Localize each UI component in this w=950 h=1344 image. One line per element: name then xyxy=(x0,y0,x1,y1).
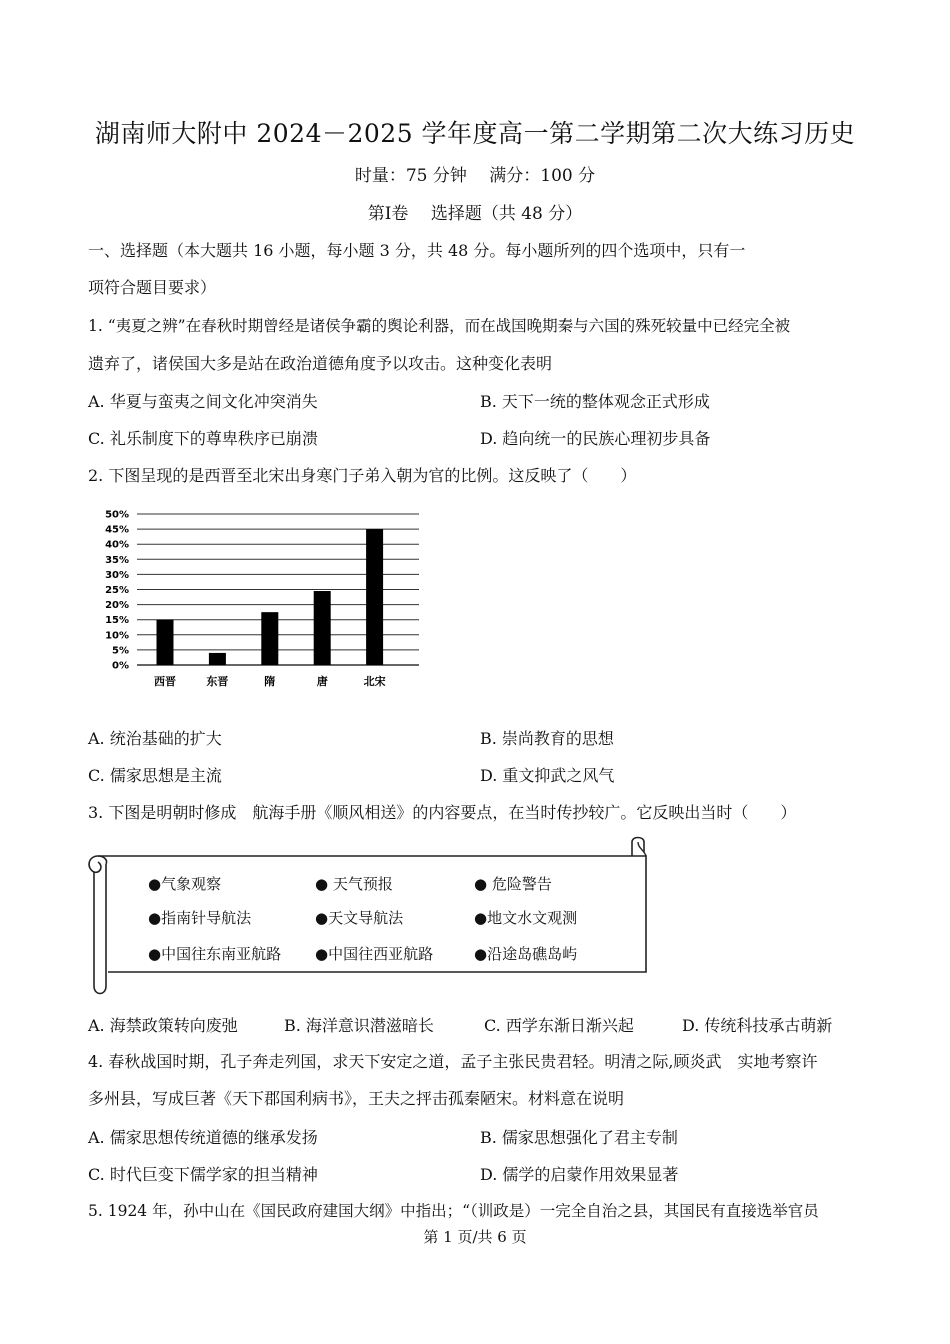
chart-y-tick-label: 45% xyxy=(105,524,129,536)
scroll-item: ●气象观察 xyxy=(148,875,222,893)
scroll-item: ●中国往东南亚航路 xyxy=(148,945,282,963)
chart-y-tick-label: 35% xyxy=(105,554,129,566)
chart-x-label: 西晋 xyxy=(154,675,176,688)
q4-option-c: C. 时代巨变下儒学家的担当精神 xyxy=(88,1165,318,1184)
scroll-item: ●中国往西亚航路 xyxy=(315,945,434,963)
chart-bar xyxy=(366,529,383,665)
chart-x-labels xyxy=(154,674,386,688)
scroll-item: ● 危险警告 xyxy=(474,875,552,893)
chart-x-label: 唐 xyxy=(316,675,328,688)
q5-stem-line-1: 5. 1924 年，孙中山在《国民政府建国大纲》中指出；“（训政是）一完全自治之县，其国民有直接选举官员 xyxy=(88,1202,819,1220)
chart-y-tick-label: 50% xyxy=(105,509,129,521)
q3-option-a: A. 海禁政策转向废弛 xyxy=(88,1016,238,1035)
chart-y-ticks xyxy=(105,510,129,672)
q2-bar-chart xyxy=(95,502,425,697)
chart-y-tick-label: 40% xyxy=(105,539,129,551)
q2-option-d: D. 重文抑武之风气 xyxy=(480,766,615,785)
q3-option-b: B. 海洋意识潜滋暗长 xyxy=(284,1016,434,1035)
q4-option-d: D. 儒学的启蒙作用效果显著 xyxy=(480,1165,679,1184)
chart-y-tick-label: 5% xyxy=(112,645,129,657)
q2-option-c: C. 儒家思想是主流 xyxy=(88,766,222,785)
q1-option-b: B. 天下一统的整体观念正式形成 xyxy=(480,392,710,411)
chart-bars xyxy=(157,529,384,665)
q1-option-c: C. 礼乐制度下的尊卑秩序已崩溃 xyxy=(88,429,318,448)
q1-option-d: D. 趋向统一的民族心理初步具备 xyxy=(480,429,711,448)
chart-bar xyxy=(261,612,278,665)
exam-meta: 时量：75 分钟 满分：100 分 xyxy=(354,166,596,186)
chart-y-tick-label: 25% xyxy=(105,585,129,596)
instructions-line-1: 一、选择题（本大题共 16 小题，每小题 3 分，共 48 分。每小题所列的四个选项中，只有一 xyxy=(88,241,746,260)
chart-x-label: 隋 xyxy=(264,675,276,688)
q2-option-a: A. 统治基础的扩大 xyxy=(88,729,222,748)
chart-y-tick-label: 10% xyxy=(105,630,129,642)
q3-option-c: C. 西学东渐日渐兴起 xyxy=(484,1016,634,1035)
q1-stem-line-1: 1. “夷夏之辨”在春秋时期曾经是诸侯争霸的舆论利器，而在战国晚期秦与六国的殊死较量中已经完全被 xyxy=(88,317,791,335)
chart-x-label: 北宋 xyxy=(363,675,386,688)
section-heading: 第Ⅰ卷 选择题（共 48 分） xyxy=(367,204,583,224)
chart-y-tick-label: 30% xyxy=(105,569,129,581)
q4-stem-line-2: 多州县，写成巨著《天下郡国利病书》，王夫之抨击孤秦陋宋。材料意在说明 xyxy=(88,1089,625,1108)
chart-bar xyxy=(209,653,226,665)
chart-y-tick-label: 0% xyxy=(112,660,129,672)
scroll-item: ●沿途岛礁岛屿 xyxy=(474,945,578,963)
chart-x-label: 东晋 xyxy=(206,675,229,688)
chart-bar xyxy=(157,620,174,665)
page-footer: 第 1 页/共 6 页 xyxy=(423,1228,527,1246)
q3-stem: 3. 下图是明朝时修成 航海手册《顺风相送》的内容要点，在当时传抄较广。它反映出当时（ ） xyxy=(88,803,797,822)
q4-option-a: A. 儒家思想传统道德的继承发扬 xyxy=(88,1128,318,1147)
scroll-item: ● 天气预报 xyxy=(315,875,393,893)
q1-option-a: A. 华夏与蛮夷之间文化冲突消失 xyxy=(88,392,318,411)
chart-bar xyxy=(314,591,331,665)
scroll-item: ●天文导航法 xyxy=(315,909,404,927)
q3-option-d: D. 传统科技承古萌新 xyxy=(682,1016,833,1035)
q4-option-b: B. 儒家思想强化了君主专制 xyxy=(480,1128,678,1147)
page-title: 湖南师大附中 2024－2025 学年度高一第二学期第二次大练习历史 xyxy=(94,119,856,148)
scroll-item: ●指南针导航法 xyxy=(148,909,252,927)
q4-stem-line-1: 4. 春秋战国时期，孔子奔走列国，求天下安定之道，孟子主张民贵君轻。明清之际,顾炎武 实地考察许 xyxy=(88,1052,818,1071)
chart-y-tick-label: 20% xyxy=(105,600,129,612)
q1-stem-line-2: 遗弃了，诸侯国大多是站在政治道德角度予以攻击。这种变化表明 xyxy=(88,354,553,373)
instructions-line-2: 项符合题目要求） xyxy=(88,278,217,297)
scroll-item: ●地文水文观测 xyxy=(474,909,578,927)
q2-stem: 2. 下图呈现的是西晋至北宋出身寒门子弟入朝为官的比例。这反映了（ ） xyxy=(88,466,637,485)
chart-y-tick-label: 15% xyxy=(105,615,129,627)
q2-option-b: B. 崇尚教育的思想 xyxy=(480,729,614,748)
